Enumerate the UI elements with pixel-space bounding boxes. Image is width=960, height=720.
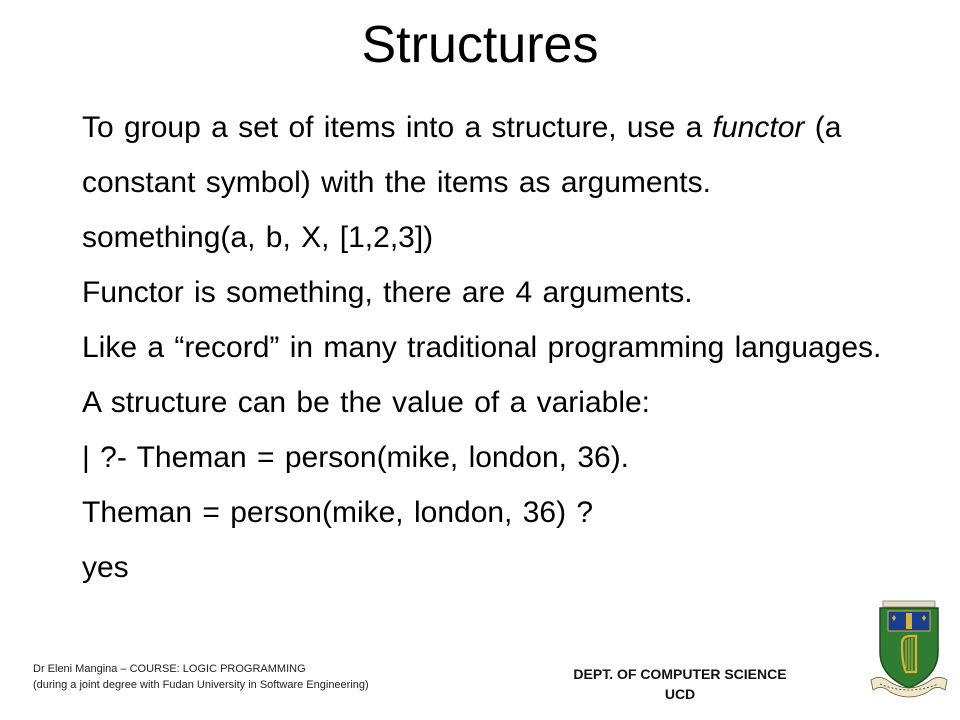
para-1-text: To group a set of items into a structure, use a <box>82 111 713 144</box>
footer-note-line: (during a joint degree with Fudan University in Software Engineering) <box>33 679 369 691</box>
body-paragraph-5: Like a “record” in many traditional programming languages. <box>82 331 882 364</box>
footer-dept-line: DEPT. OF COMPUTER SCIENCE <box>573 666 787 682</box>
body-paragraph-9: yes <box>82 551 129 584</box>
footer-course-info <box>33 661 369 693</box>
ucd-crest-logo <box>866 596 952 704</box>
body-paragraph-3: something(a, b, X, [1,2,3]) <box>82 221 434 254</box>
footer-author-line: Dr Eleni Mangina – COURSE: LOGIC PROGRAMMING <box>33 663 306 675</box>
body-paragraph-2: constant symbol) with the items as arguments. <box>82 166 711 199</box>
body-paragraph-7: | ?- Theman = person(mike, london, 36). <box>82 441 630 474</box>
slide-title: Structures <box>361 16 599 74</box>
body-paragraph-6: A structure can be the value of a variable: <box>82 386 650 419</box>
footer-department <box>530 664 830 704</box>
crest-emblem-icon <box>866 596 952 704</box>
body-paragraph-4: Functor is something, there are 4 arguments. <box>82 276 693 309</box>
para-1-italic: functor <box>712 111 805 144</box>
body-paragraph-8: Theman = person(mike, london, 36) ? <box>82 496 594 529</box>
slide-body <box>82 110 882 605</box>
para-1-rest: (a <box>804 111 842 144</box>
body-paragraph-1 <box>82 110 882 146</box>
footer-ucd-line: UCD <box>664 686 696 702</box>
